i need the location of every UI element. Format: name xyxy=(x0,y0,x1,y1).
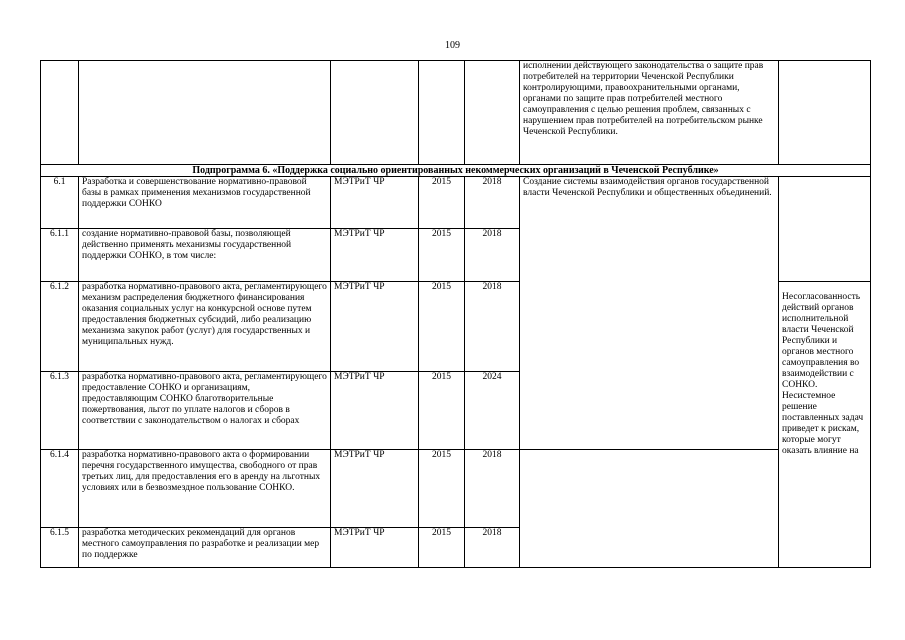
risk-description: Несогласованность действий органов исполнительной власти Чеченской Республики и органов местного самоуправления во взаимодействии с СОНКО. Несистемное решение поставленных задач приведет к рискам, которые могут оказать влияние на xyxy=(779,282,871,568)
result-cell: исполнении действующего законодательства о защите прав потребителей на территории Чеченской Республики контролирующими, правоохранительными органами, органами по защите прав потребителей местного самоуправления с целью решения проблем, связанных с нарушением прав потребителей на потребительском рынке Чеченской Республики. xyxy=(520,61,779,165)
start-year: 2015 xyxy=(419,372,465,450)
start-year: 2015 xyxy=(419,177,465,229)
executor: МЭТРиТ ЧР xyxy=(331,450,419,528)
executor: МЭТРиТ ЧР xyxy=(331,528,419,568)
start-year: 2015 xyxy=(419,450,465,528)
risk-cell xyxy=(779,61,871,165)
table-row xyxy=(41,450,871,528)
start-year: 2015 xyxy=(419,528,465,568)
end-year: 2018 xyxy=(465,450,520,528)
table-row xyxy=(41,61,871,165)
num-cell xyxy=(41,61,79,165)
end-cell xyxy=(465,61,520,165)
measure-name: разработка нормативно-правового акта, регламентирующего предоставление СОНКО и организациям, предоставляющим СОНКО благотворительные пожертвования, льгот по уплате налогов и сборов в соответствии с законодательством о налогах и сборах xyxy=(79,372,331,450)
row-number: 6.1.4 xyxy=(41,450,79,528)
row-number: 6.1 xyxy=(41,177,79,229)
executor: МЭТРиТ ЧР xyxy=(331,177,419,229)
subprogram-title: Подпрограмма 6. «Поддержка социально ориентированных некоммерческих организаций в Чеченской Республике» xyxy=(41,165,871,177)
end-year: 2018 xyxy=(465,528,520,568)
result-6-1: Создание системы взаимодействия органов государственной власти Чеченской Республики и общественных объединений. xyxy=(520,177,779,450)
end-year: 2018 xyxy=(465,229,520,282)
measure-name: Разработка и совершенствование нормативно-правовой базы в рамках применения механизмов государственной поддержки СОНКО xyxy=(79,177,331,229)
start-cell xyxy=(419,61,465,165)
subprogram-header-row xyxy=(41,165,871,177)
end-year: 2024 xyxy=(465,372,520,450)
row-number: 6.1.2 xyxy=(41,282,79,372)
executor: МЭТРиТ ЧР xyxy=(331,229,419,282)
start-year: 2015 xyxy=(419,229,465,282)
measure-name: разработка методических рекомендаций для органов местного самоуправления по разработке и реализации мер по поддержке xyxy=(79,528,331,568)
start-year: 2015 xyxy=(419,282,465,372)
end-year: 2018 xyxy=(465,177,520,229)
table-row xyxy=(41,177,871,229)
measure-name: создание нормативно-правовой базы, позволяющей действенно применять механизмы государственной поддержки СОНКО, в том числе: xyxy=(79,229,331,282)
executor: МЭТРиТ ЧР xyxy=(331,372,419,450)
row-number: 6.1.1 xyxy=(41,229,79,282)
executor-cell xyxy=(331,61,419,165)
measure-name: разработка нормативно-правового акта о формировании перечня государственного имущества, свободного от прав третьих лиц, для предоставления его в аренду на льготных условиях или в безвозмездное пользование СОНКО. xyxy=(79,450,331,528)
executor: МЭТРиТ ЧР xyxy=(331,282,419,372)
page-number: 109 xyxy=(445,40,460,51)
risk-cell-empty xyxy=(779,177,871,282)
name-cell xyxy=(79,61,331,165)
end-year: 2018 xyxy=(465,282,520,372)
program-table xyxy=(40,60,871,568)
measure-name: разработка нормативно-правового акта, регламентирующего механизм распределения бюджетного финансирования оказания социальных услуг на конкурсной основе путем предоставления бюджетных субсидий, либо реализацию механизма закупок работ (услуг) для государственных и муниципальных нужд. xyxy=(79,282,331,372)
result-cell-empty xyxy=(520,450,779,568)
row-number: 6.1.3 xyxy=(41,372,79,450)
row-number: 6.1.5 xyxy=(41,528,79,568)
